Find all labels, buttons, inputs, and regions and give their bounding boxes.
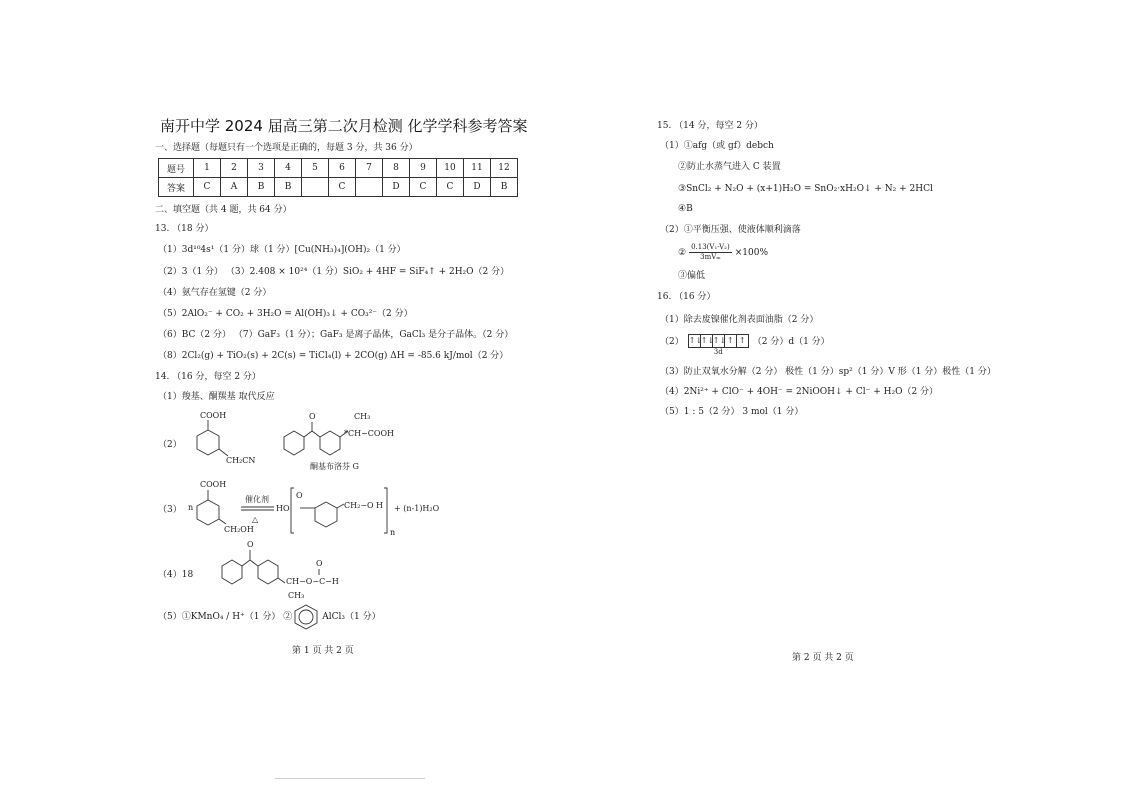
answer-cell: B <box>491 178 518 197</box>
benzene-structure <box>292 603 322 631</box>
answer-cell: B <box>275 178 302 197</box>
answer-line: （4）18 <box>158 570 194 580</box>
answer-line: （3） <box>158 505 182 515</box>
orbital-box: ↑↓ <box>700 336 715 345</box>
answer-cell <box>302 178 329 197</box>
question-number: 3 <box>248 159 275 178</box>
orbital-label: 3d <box>713 348 723 356</box>
question-heading: 15. （14 分，每空 2 分） <box>657 121 763 131</box>
answer-line: （8）2Cl₂(g) + TiO₂(s) + 2C(s) = TiCl₄(l) + 2CO(g) ΔH = -85.6 kJ/mol（2 分） <box>158 351 509 361</box>
section-heading: 一、选择题（每题只有一个选项是正确的，每题 3 分，共 36 分） <box>155 143 418 153</box>
answer-line-orbital <box>660 334 830 356</box>
answer-line-fraction <box>678 243 768 262</box>
svg-text:n: n <box>188 503 194 512</box>
table-header: 题号 <box>159 159 194 178</box>
answer-line: （3）防止双氧水分解（2 分） 极性（1 分）sp²（1 分）V 形（1 分）极性（1 分） <box>660 367 996 377</box>
svg-text:CH₂CN: CH₂CN <box>226 456 256 465</box>
answer-line: （2）①平衡压强、使液体顺利滴落 <box>660 225 801 235</box>
table-row <box>159 159 518 178</box>
answer-line: ④B <box>678 204 693 214</box>
scan-artifact <box>275 778 425 779</box>
question-number: 11 <box>464 159 491 178</box>
answer-line: （5）2AlO₂⁻ + CO₂ + 3H₂O = Al(OH)₃↓ + CO₃²⁻（2 分） <box>158 309 413 319</box>
question-number: 5 <box>302 159 329 178</box>
answer-cell: C <box>410 178 437 197</box>
reaction-diagram <box>186 478 440 538</box>
svg-text:CH₃: CH₃ <box>354 412 371 421</box>
answer-line: （2）3（1 分） （3）2.408 × 10²⁴（1 分）SiO₂ + 4HF = SiF₄↑ + 2H₂O（2 分） <box>158 267 510 277</box>
svg-text:CH₃: CH₃ <box>288 591 305 600</box>
svg-text:COOH: COOH <box>200 480 227 489</box>
answer-line-5 <box>158 603 381 631</box>
question-heading: 16. （16 分） <box>657 292 716 302</box>
answer-line: ③偏低 <box>678 271 706 281</box>
svg-text:+ (n-1)H₂O: + (n-1)H₂O <box>394 504 440 513</box>
orbital-box: ↑ <box>725 335 737 347</box>
svg-text:n: n <box>390 528 396 537</box>
answer-line: （1）羧基、酮羰基 取代反应 <box>158 392 275 402</box>
orbital-box: ↑↓ <box>712 336 727 345</box>
answer-cell: A <box>221 178 248 197</box>
section-heading: 二、填空题（共 4 题，共 64 分） <box>155 205 292 215</box>
svg-text:CH−O−C−H: CH−O−C−H <box>286 577 339 586</box>
svg-text:CH₂OH: CH₂OH <box>224 525 254 534</box>
orbital-diagram <box>688 334 749 356</box>
answer-cell: C <box>329 178 356 197</box>
structure-diagram <box>212 538 362 603</box>
svg-text:HO: HO <box>276 504 290 513</box>
answer-text: AlCl₃（1 分） <box>322 612 381 622</box>
orbital-box: ↑↓ <box>688 336 703 345</box>
question-number: 4 <box>275 159 302 178</box>
fraction-formula <box>689 243 732 262</box>
answer-cell: D <box>383 178 410 197</box>
table-row <box>159 178 518 197</box>
question-heading: 14. （16 分，每空 2 分） <box>155 372 261 382</box>
page-footer: 第 2 页 共 2 页 <box>792 653 854 663</box>
svg-text:H: H <box>376 501 383 510</box>
table-header: 答案 <box>159 178 194 197</box>
answer-line: （5）1 : 5（2 分） 3 mol（1 分） <box>660 407 804 417</box>
answer-label: ② <box>678 247 687 258</box>
svg-text:酮基布洛芬 G: 酮基布洛芬 G <box>310 462 359 471</box>
orbital-box: ↑ <box>738 336 746 345</box>
answer-line: （1）3d¹⁰4s¹（1 分）球（1 分）[Cu(NH₃)₄](OH)₂（1 分） <box>158 245 406 255</box>
question-number: 1 <box>194 159 221 178</box>
answer-line: （1）①afg（或 gf）debch <box>660 141 774 151</box>
svg-text:O: O <box>247 540 254 549</box>
answer-line: （4）2Ni²⁺ + ClO⁻ + 4OH⁻ = 2NiOOH↓ + Cl⁻ + H₂O（2 分） <box>660 387 939 397</box>
svg-text:O: O <box>316 559 323 568</box>
question-number: 10 <box>437 159 464 178</box>
svg-text:O: O <box>296 491 303 500</box>
answer-line: （6）BC（2 分） （7）GaF₃（1 分）；GaF₃ 是离子晶体，GaCl₃ 是分子晶体。（2 分） <box>158 330 514 340</box>
question-number: 2 <box>221 159 248 178</box>
answer-table <box>158 158 518 197</box>
question-number: 12 <box>491 159 518 178</box>
svg-text:CH₂−O: CH₂−O <box>344 501 374 510</box>
fraction-numerator: 0.13(V₁-V₂) <box>691 243 730 251</box>
answer-line: （1）除去废镍催化剂表面油脂（2 分） <box>660 315 819 325</box>
page-footer: 第 1 页 共 2 页 <box>292 646 354 656</box>
answer-cell: D <box>464 178 491 197</box>
answer-line: ③SnCl₂ + N₂O + (x+1)H₂O = SnO₂·xH₂O↓ + N₂ + 2HCl <box>678 184 933 194</box>
svg-text:△: △ <box>252 515 259 524</box>
fraction-denominator: 3mVₘ <box>700 253 721 261</box>
answer-label: （2） <box>660 337 684 347</box>
svg-text:COOH: COOH <box>200 411 227 420</box>
svg-text:催化剂: 催化剂 <box>245 495 269 504</box>
answer-cell: C <box>437 178 464 197</box>
question-number: 9 <box>410 159 437 178</box>
answer-line: ②防止水蒸气进入 C 装置 <box>678 162 781 172</box>
question-number: 6 <box>329 159 356 178</box>
answer-cell: B <box>248 178 275 197</box>
structure-diagram <box>272 405 402 475</box>
page-title: 南开中学 2024 届高三第二次月检测 化学学科参考答案 <box>160 117 528 135</box>
orbital-boxes <box>688 334 749 348</box>
svg-text:*CH−COOH: *CH−COOH <box>344 429 395 438</box>
answer-cell <box>356 178 383 197</box>
answer-text: （5）①KMnO₄ / H⁺（1 分） ② <box>158 612 293 622</box>
answer-cell: C <box>194 178 221 197</box>
answer-text: （2 分）d（1 分） <box>752 337 830 347</box>
svg-text:O: O <box>309 412 316 421</box>
question-number: 8 <box>383 159 410 178</box>
answer-line: （2） <box>158 440 182 450</box>
answer-text: ×100% <box>734 247 768 258</box>
question-heading: 13. （18 分） <box>155 224 214 234</box>
question-number: 7 <box>356 159 383 178</box>
answer-line: （4）氨气存在氢键（2 分） <box>158 288 272 298</box>
